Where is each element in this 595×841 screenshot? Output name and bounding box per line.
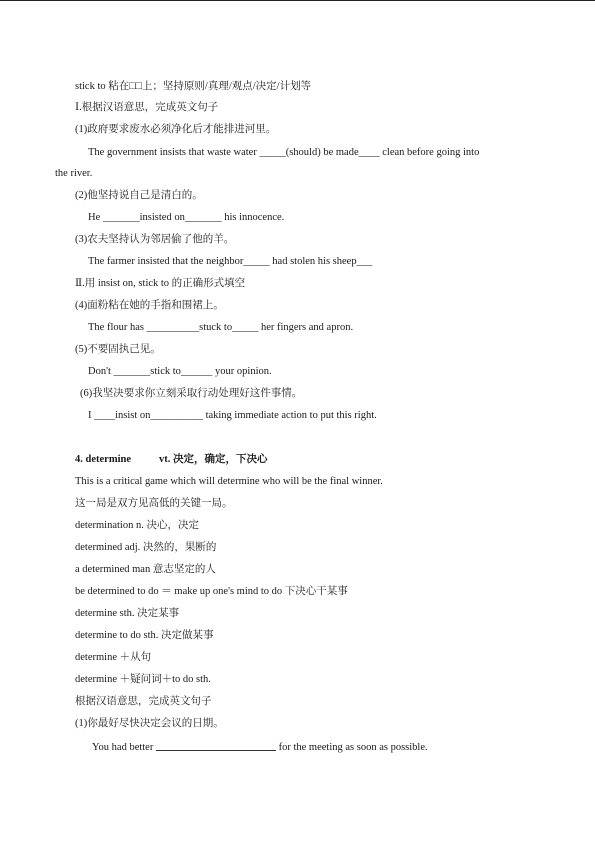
part2-heading: Ⅱ.用 insist on, stick to 的正确形式填空: [75, 278, 246, 289]
q3-chinese: (3)农夫坚持认为邻居偷了他的羊。: [75, 234, 235, 245]
d-q1-text-post: for the meeting as soon as possible.: [275, 742, 428, 753]
vocab-item: determine ＋从句: [75, 652, 152, 663]
q4-english: [88, 321, 353, 335]
q5-english: [88, 365, 272, 379]
q6-text-pre: I: [88, 410, 95, 421]
q1-english: [88, 146, 479, 160]
q6-english: [88, 409, 377, 423]
q2-english: [88, 211, 284, 225]
determine-heading: [75, 453, 267, 467]
d-q1-text-pre: You had better: [92, 742, 156, 753]
heading-pos: vt. 决定，确定，下决心: [158, 454, 268, 465]
vocab-item: determine sth. 决定某事: [75, 608, 180, 619]
d-q1-english: [92, 739, 428, 755]
q5-answer: _______stick to______: [113, 366, 213, 377]
q4-chinese: (4)面粉粘在她的手指和围裙上。: [75, 300, 224, 311]
q6-chinese: (6)我坚决要求你立刻采取行动处理好这件事情。: [80, 388, 303, 399]
q6-answer: ____insist on____: [94, 410, 172, 421]
vocab-item: determine ＋疑问词＋to do sth.: [75, 674, 211, 685]
q3-english: [88, 255, 372, 269]
page-top-rule: [0, 0, 595, 1]
exercise-heading: 根据汉语意思，完成英文句子: [75, 696, 212, 707]
example-english: This is a critical game which will determine who will be the final winner.: [75, 476, 383, 487]
vocab-item: a determined man 意志坚定的人: [75, 564, 216, 575]
q5-chinese: (5)不要固执己见。: [75, 344, 161, 355]
q2-answer: _______insisted on_______: [102, 212, 222, 223]
q1-text-pre: The government insists that waste water: [88, 147, 260, 158]
q4-answer: __________stuck to_____: [146, 322, 259, 333]
vocab-item: be determined to do ＝ make up one's mind to do 下决心干某事: [75, 586, 348, 597]
example-chinese: 这一局是双方见高低的关键一局。: [75, 498, 233, 509]
q2-chinese: (2)他坚持说自己是清白的。: [75, 190, 203, 201]
q3-text-pre: The farmer insisted that the neighbor: [88, 256, 244, 267]
vocab-item: determination n. 决心，决定: [75, 520, 199, 531]
q1-text-post: clean before going into: [379, 147, 480, 158]
part1-heading: Ⅰ.根据汉语意思，完成英文句子: [75, 102, 219, 113]
d-q1-answer-blank[interactable]: [156, 739, 276, 751]
q4-text-pre: The flour has: [88, 322, 147, 333]
q3-answer: _____ had stolen his sheep___: [243, 256, 373, 267]
stick-to-definition: stick to 粘在□□上；坚持原则/真理/观点/决定/计划等: [75, 81, 312, 92]
q1-english-cont: the river.: [55, 168, 93, 179]
q6-text-post: taking immediate action to put this right.: [202, 410, 377, 421]
q2-text-pre: He: [88, 212, 103, 223]
vocab-item: determine to do sth. 决定做某事: [75, 630, 214, 641]
vocab-item: determined adj. 决然的，果断的: [75, 542, 217, 553]
q6-answer-tail: ______: [171, 410, 203, 421]
q5-text-pre: Don't: [88, 366, 114, 377]
heading-word: 4. determine: [75, 454, 131, 465]
d-q1-chinese: (1)你最好尽快决定会议的日期。: [75, 718, 224, 729]
q1-answer: _____(should) be made____: [259, 147, 380, 158]
q4-text-post: her fingers and apron.: [258, 322, 354, 333]
q2-text-post: his innocence.: [221, 212, 285, 223]
q5-text-post: your opinion.: [212, 366, 272, 377]
q1-chinese: (1)政府要求废水必须净化后才能排进河里。: [75, 124, 277, 135]
